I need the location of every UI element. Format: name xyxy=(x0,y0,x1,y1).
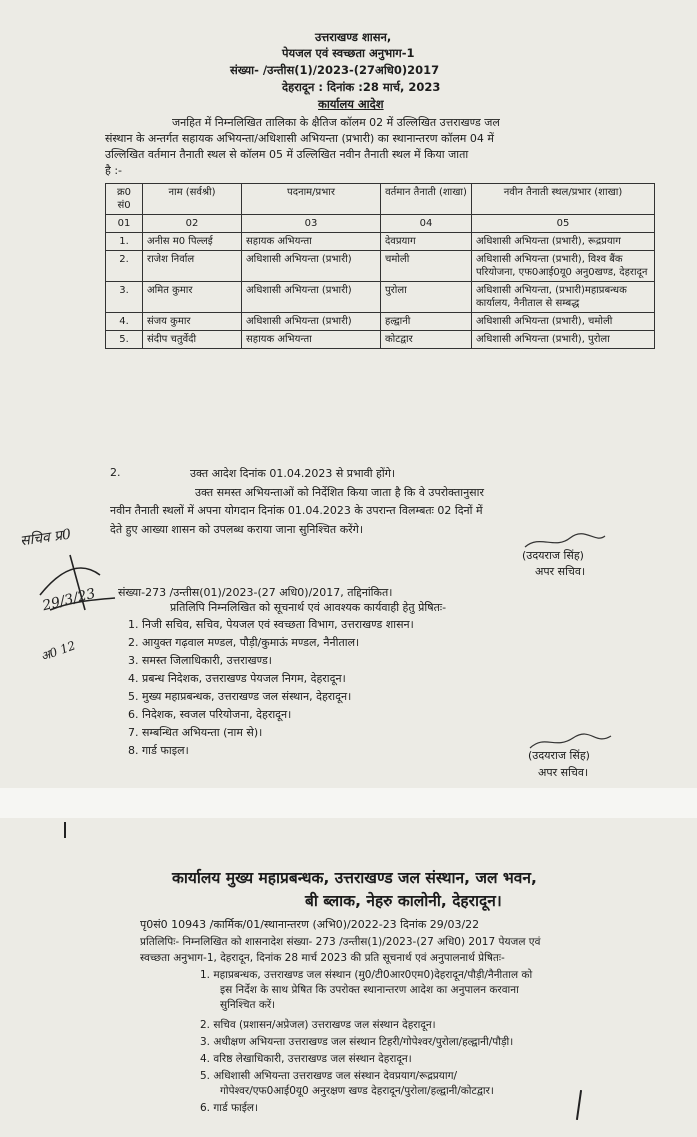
copy-reference: संख्या-273 /उन्तीस(01)/2023-(27 अधि0)/2017, तद्दिनांकित। xyxy=(118,586,393,599)
table-row xyxy=(106,251,655,282)
page-divider xyxy=(0,788,697,818)
para3-line-1: उक्त समस्त अभियन्ताओं को निर्देशित किया जाता है कि वे उपरोक्तानुसार xyxy=(195,486,484,499)
office-reference: पृ0सं0 10943 /कार्मिक/01/स्थानान्तरण (अभि0)/2022-23 दिनांक 29/03/22 xyxy=(140,918,480,931)
transfer-table xyxy=(105,183,655,349)
cell-new: अधिशासी अभियन्ता (प्रभारी), पुरोला xyxy=(472,331,655,349)
signature-icon xyxy=(520,532,610,552)
copy-item: 4. प्रबन्ध निदेशक, उत्तराखण्ड पेयजल निगम, देहरादून। xyxy=(128,672,346,685)
colnum: 02 xyxy=(143,215,242,233)
colnum: 05 xyxy=(472,215,655,233)
col-header-designation: पदनाम/प्रभार xyxy=(242,184,381,215)
colnum: 04 xyxy=(381,215,472,233)
col-header-current-posting: वर्तमान तैनाती (शाखा) xyxy=(381,184,472,215)
cell-new: अधिशासी अभियन्ता (प्रभारी), चमोली xyxy=(472,313,655,331)
colnum: 03 xyxy=(242,215,381,233)
intro-line-3: उल्लिखित वर्तमान तैनाती स्थल से कॉलम 05 में उल्लिखित नवीन तैनाती स्थल में किया जाता xyxy=(105,148,469,161)
cell-name: अमित कुमार xyxy=(143,282,242,313)
cell-name: संजय कुमार xyxy=(143,313,242,331)
cell-new: अधिशासी अभियन्ता (प्रभारी), रूद्रप्रयाग xyxy=(472,233,655,251)
office-item: 6. गार्ड फाईल। xyxy=(200,1102,259,1114)
office-item: 4. वरिष्ठ लेखाधिकारी, उत्तराखण्ड जल संस्थान देहरादून। xyxy=(200,1053,412,1065)
cell-current: देवप्रयाग xyxy=(381,233,472,251)
office-item: सुनिश्चित करें। xyxy=(220,999,276,1011)
cell-name: अनीस म0 पिल्लई xyxy=(143,233,242,251)
cell-designation: अधिशासी अभियन्ता (प्रभारी) xyxy=(242,282,381,313)
col-header-sno: क्र0 सं0 xyxy=(106,184,143,215)
order-dateline: देहरादून : दिनांक :28 मार्च, 2023 xyxy=(282,80,441,94)
order-title: कार्यालय आदेश xyxy=(318,97,384,111)
copy-item: 2. आयुक्त गढ़वाल मण्डल, पौड़ी/कुमाऊं मण्डल, नैनीताल। xyxy=(128,636,360,649)
order-reference: संख्या- /उन्तीस(1)/2023-(27अधि0)2017 xyxy=(230,63,440,77)
col-header-name: नाम (सर्वश्री) xyxy=(143,184,242,215)
department-name: पेयजल एवं स्वच्छता अनुभाग-1 xyxy=(282,46,415,60)
office-item: गोपेश्वर/एफ0आई0यू0 अनुरक्षण खण्ड देहरादून/पुरोला/हल्द्वानी/कोटद्वार। xyxy=(220,1085,494,1097)
cell-sno: 3. xyxy=(106,282,143,313)
office-copy-line-1: प्रतिलिपिः- निम्नलिखित को शासनादेश संख्या- 273 /उन्तीस(1)/2023-(27 अधि0) 2017 पेयजल एवं xyxy=(140,936,541,948)
office-header-line-1: कार्यालय मुख्य महाप्रबन्धक, उत्तराखण्ड जल संस्थान, जल भवन, xyxy=(172,869,537,887)
cell-current: कोटद्वार xyxy=(381,331,472,349)
cell-designation: अधिशासी अभियन्ता (प्रभारी) xyxy=(242,313,381,331)
table-header-row xyxy=(106,184,655,215)
cell-current: हल्द्वानी xyxy=(381,313,472,331)
office-item: 5. अधिशासी अभियन्ता उत्तराखण्ड जल संस्थान देवप्रयाग/रूद्रप्रयाग/ xyxy=(200,1070,458,1082)
col-header-new-posting: नवीन तैनाती स्थल/प्रभार (शाखा) xyxy=(472,184,655,215)
cell-sno: 4. xyxy=(106,313,143,331)
signer-name: (उदयराज सिंह) xyxy=(522,549,584,562)
handwritten-scribble-icon xyxy=(30,540,120,620)
signer2-title: अपर सचिव। xyxy=(538,766,589,779)
cell-sno: 5. xyxy=(106,331,143,349)
signer2-name: (उदयराज सिंह) xyxy=(528,749,590,762)
cell-designation: अधिशासी अभियन्ता (प्रभारी) xyxy=(242,251,381,282)
office-item: 1. महाप्रबन्धक, उत्तराखण्ड जल संस्थान (मु0/टी0आर0एम0)देहरादून/पौड़ी/नैनीताल को xyxy=(200,969,533,981)
handwritten-note: सचिव प्र0 xyxy=(19,526,73,550)
copy-item: 8. गार्ड फाइल। xyxy=(128,744,189,757)
para2-text: उक्त आदेश दिनांक 01.04.2023 से प्रभावी होंगे। xyxy=(190,467,396,480)
table-row xyxy=(106,331,655,349)
office-item: इस निर्देश के साथ प्रेषित कि उपरोक्त स्थानान्तरण आदेश का अनुपालन करवाना xyxy=(220,984,519,996)
government-name: उत्तराखण्ड शासन, xyxy=(315,30,392,44)
cell-sno: 1. xyxy=(106,233,143,251)
table-row xyxy=(106,282,655,313)
para2-number: 2. xyxy=(110,466,121,479)
cell-current: पुरोला xyxy=(381,282,472,313)
signer-title: अपर सचिव। xyxy=(535,565,586,578)
cell-designation: सहायक अभियन्ता xyxy=(242,233,381,251)
office-copy-line-2: स्वच्छता अनुभाग-1, देहरादून, दिनांक 28 मार्च 2023 की प्रति सूचनार्थ एवं अनुपालनार्थ प्रेषितः- xyxy=(140,952,505,964)
office-item: 2. सचिव (प्रशासन/अप्रेजल) उत्तराखण्ड जल संस्थान देहरादून। xyxy=(200,1019,436,1031)
office-header-line-2: बी ब्लाक, नेहरु कालोनी, देहरादून। xyxy=(305,892,502,910)
cell-name: राजेश निर्वाल xyxy=(143,251,242,282)
table-row xyxy=(106,233,655,251)
intro-line-1: जनहित में निम्नलिखित तालिका के क्षैतिज कॉलम 02 में उल्लिखित उत्तराखण्ड जल xyxy=(172,116,500,129)
colnum: 01 xyxy=(106,215,143,233)
margin-mark xyxy=(64,822,66,838)
margin-mark-2 xyxy=(576,1090,582,1120)
cell-sno: 2. xyxy=(106,251,143,282)
copy-item: 6. निदेशक, स्वजल परियोजना, देहरादून। xyxy=(128,708,292,721)
cell-current: चमोली xyxy=(381,251,472,282)
cell-name: संदीप चतुर्वेदी xyxy=(143,331,242,349)
cell-new: अधिशासी अभियन्ता (प्रभारी), विश्व बैंक परियोजना, एफ0आई0यू0 अनु0खण्ड, देहरादून xyxy=(472,251,655,282)
copy-item: 7. सम्बन्धित अभियन्ता (नाम से)। xyxy=(128,726,263,739)
handwritten-note-2: अ0 12 xyxy=(38,638,78,664)
copy-intro: प्रतिलिपि निम्नलिखित को सूचनार्थ एवं आवश्यक कार्यवाही हेतु प्रेषितः- xyxy=(170,601,447,614)
para3-line-3: देते हुए आख्या शासन को उपलब्ध कराया जाना सुनिश्चित करेंगे। xyxy=(110,523,363,536)
copy-item: 3. समस्त जिलाधिकारी, उत्तराखण्ड। xyxy=(128,654,272,667)
office-item: 3. अधीक्षण अभियन्ता उत्तराखण्ड जल संस्थान टिहरी/गोपेश्वर/पुरोला/हल्द्वानी/पौड़ी। xyxy=(200,1036,514,1048)
intro-line-2: संस्थान के अन्तर्गत सहायक अभियन्ता/अधिशासी अभियन्ता (प्रभारी) का स्थानान्तरण कॉलम 04 में xyxy=(105,132,494,145)
cell-new: अधिशासी अभियन्ता, (प्रभारी)महाप्रबन्धक कार्यालय, नैनीताल से सम्बद्ध xyxy=(472,282,655,313)
table-colnum-row xyxy=(106,215,655,233)
copy-item: 1. निजी सचिव, सचिव, पेयजल एवं स्वच्छता विभाग, उत्तराखण्ड शासन। xyxy=(128,618,414,631)
cell-designation: सहायक अभियन्ता xyxy=(242,331,381,349)
table-row xyxy=(106,313,655,331)
intro-line-4: है :- xyxy=(105,164,123,177)
handwritten-date: 29/3/23 xyxy=(40,585,98,615)
para3-line-2: नवीन तैनाती स्थलों में अपना योगदान दिनांक 01.04.2023 के उपरान्त विलम्बतः 02 दिनों में xyxy=(110,504,483,517)
copy-item: 5. मुख्य महाप्रबन्धक, उत्तराखण्ड जल संस्थान, देहरादून। xyxy=(128,690,352,703)
